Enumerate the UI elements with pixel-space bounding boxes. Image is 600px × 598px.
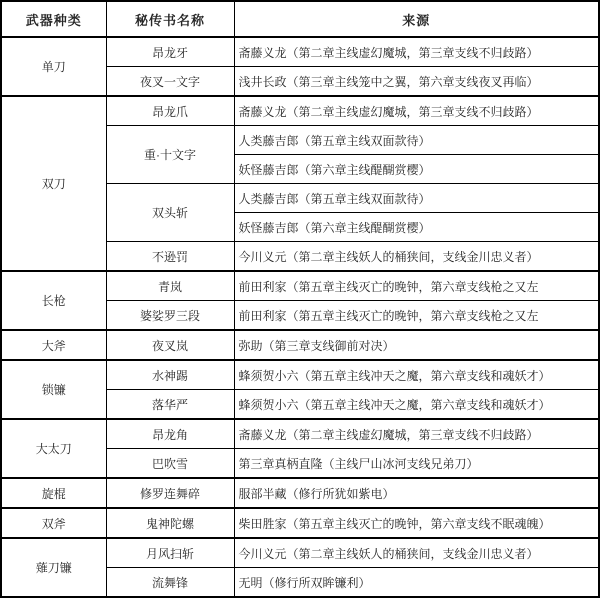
book-name-cell: 婆娑罗三段 (106, 301, 234, 331)
weapon-type-cell: 大太刀 (1, 419, 106, 478)
book-name-cell: 双头斩 (106, 184, 234, 242)
header-source: 来源 (234, 1, 599, 37)
book-name-cell: 昂龙角 (106, 419, 234, 449)
book-name-cell: 夜叉一文字 (106, 67, 234, 97)
header-book-name: 秘传书名称 (106, 1, 234, 37)
book-name-cell: 落华严 (106, 390, 234, 420)
book-name-cell: 昂龙爪 (106, 96, 234, 126)
table-row (1, 37, 599, 67)
weapon-type-cell: 双刀 (1, 96, 106, 271)
source-cell: 妖怪藤吉郎（第六章主线醍醐赏樱） (234, 155, 599, 184)
weapon-type-cell: 单刀 (1, 37, 106, 96)
weapon-type-cell: 大斧 (1, 330, 106, 360)
book-name-cell: 不逊罚 (106, 242, 234, 272)
source-cell: 人类藤吉郎（第五章主线双面款待） (234, 184, 599, 213)
book-name-cell: 修罗连舞碎 (106, 478, 234, 508)
source-cell: 斋藤义龙（第二章主线虚幻魔城，第三章支线不归歧路） (234, 96, 599, 126)
weapon-type-cell: 旋棍 (1, 478, 106, 508)
book-name-cell: 巴吹雪 (106, 449, 234, 479)
book-name-cell: 月风扫斩 (106, 538, 234, 568)
source-cell: 浅井长政（第三章主线笼中之翼，第六章支线夜叉再临） (234, 67, 599, 97)
book-name-cell: 重·十文字 (106, 126, 234, 184)
source-cell: 柴田胜家（第五章主线灭亡的晚钟，第六章支线不眠魂魄） (234, 508, 599, 538)
source-cell: 弥助（第三章支线御前对决） (234, 330, 599, 360)
source-cell: 无明（修行所双眸镰利） (234, 568, 599, 598)
source-cell: 前田利家（第五章主线灭亡的晚钟，第六章支线枪之又左 (234, 271, 599, 301)
book-name-cell: 鬼神陀螺 (106, 508, 234, 538)
table-row (1, 508, 599, 538)
source-cell: 前田利家（第五章主线灭亡的晚钟，第六章支线枪之又左 (234, 301, 599, 331)
weapon-type-cell: 锁镰 (1, 360, 106, 419)
book-name-cell: 水神踢 (106, 360, 234, 390)
weapon-type-cell: 长枪 (1, 271, 106, 330)
table-row (1, 419, 599, 449)
source-cell: 人类藤吉郎（第五章主线双面款待） (234, 126, 599, 155)
source-cell: 服部半藏（修行所犹如紫电） (234, 478, 599, 508)
book-name-cell: 青岚 (106, 271, 234, 301)
book-name-cell: 夜叉岚 (106, 330, 234, 360)
source-cell: 第三章真柄直隆（主线尸山冰河支线兄弟刀） (234, 449, 599, 479)
source-cell: 斋藤义龙（第二章主线虚幻魔城，第三章支线不归歧路） (234, 419, 599, 449)
table-row (1, 271, 599, 301)
table-row (1, 538, 599, 568)
source-cell: 蜂须贺小六（第五章主线冲天之魔，第六章支线和魂妖才） (234, 390, 599, 420)
table-row (1, 96, 599, 126)
source-cell: 蜂须贺小六（第五章主线冲天之魔，第六章支线和魂妖才） (234, 360, 599, 390)
book-name-cell: 昂龙牙 (106, 37, 234, 67)
table-row (1, 478, 599, 508)
weapon-type-cell: 双斧 (1, 508, 106, 538)
source-cell: 今川义元（第二章主线妖人的桶狭间，支线金川忠义者） (234, 538, 599, 568)
source-cell: 今川义元（第二章主线妖人的桶狭间，支线金川忠义者） (234, 242, 599, 272)
header-row (1, 1, 599, 37)
weapon-type-cell: 薙刀镰 (1, 538, 106, 597)
source-cell: 妖怪藤吉郎（第六章主线醍醐赏樱） (234, 213, 599, 242)
book-name-cell: 流舞锋 (106, 568, 234, 598)
header-weapon-type: 武器种类 (1, 1, 106, 37)
table-row (1, 330, 599, 360)
source-cell: 斋藤义龙（第二章主线虚幻魔城，第三章支线不归歧路） (234, 37, 599, 67)
table-row (1, 360, 599, 390)
